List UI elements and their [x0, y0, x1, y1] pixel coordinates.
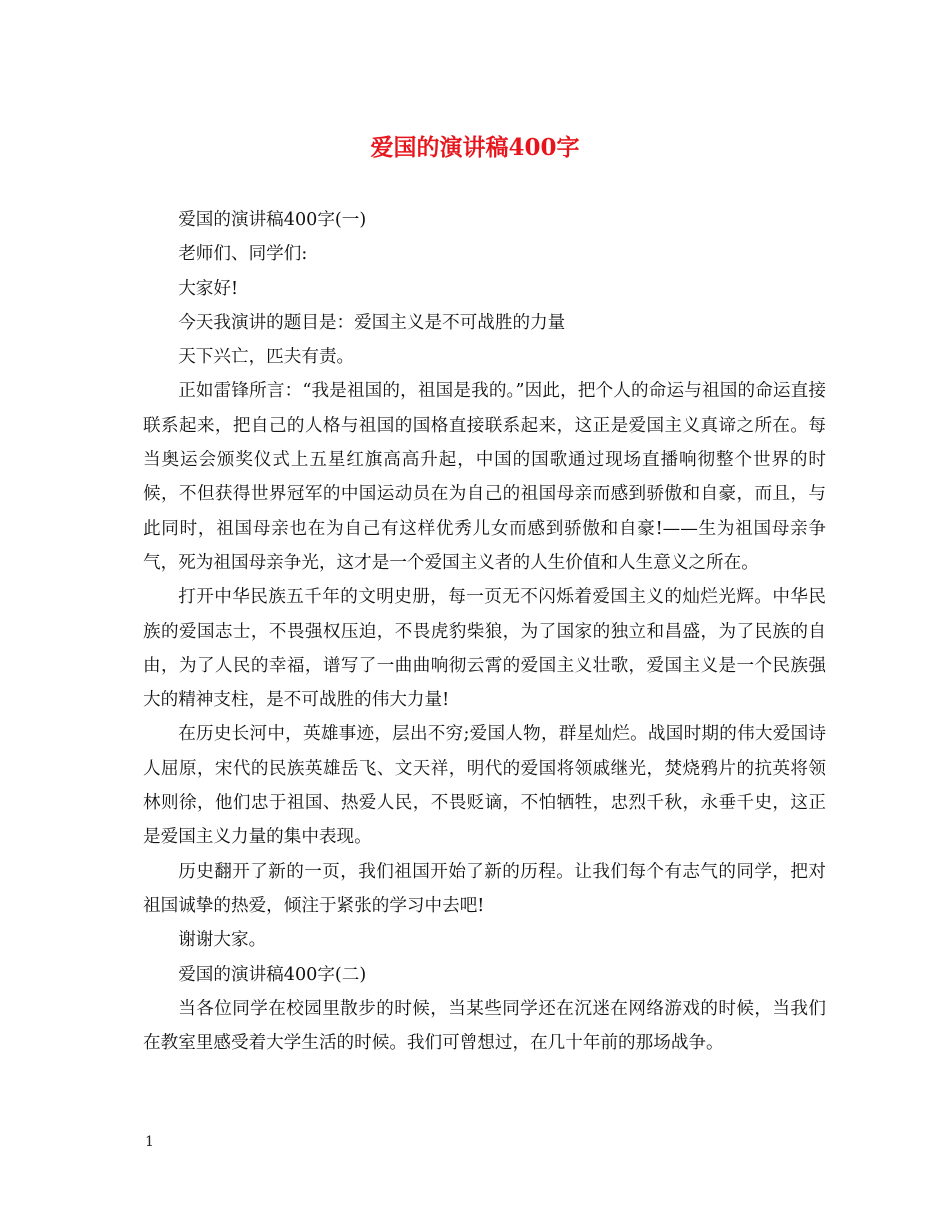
paragraph-heading-part-one: 爱国的演讲稿400字(一) — [178, 210, 367, 230]
paragraph-heading-part-two: 爱国的演讲稿400字(二) — [178, 964, 367, 985]
paragraph-history-book: 打开中华民族五千年的文明史册，每一页无不闪烁着爱国主义的灿烂光辉。中华民族的爱国志士，不畏强权压迫，不畏虎豹柴狼，为了国家的独立和昌盛，为了民族的自由，为了人民的幸福，谱写了一曲曲响彻云霄的爱国主义壮歌，爱国主义是一个民族强大的精神支柱，是不可战胜的伟大力量! — [143, 587, 826, 711]
paragraph-new-chapter: 历史翻开了新的一页，我们祖国开始了新的历程。让我们每个有志气的同学，把对祖国诚挚的热爱，倾注于紧张的学习中去吧! — [143, 861, 826, 916]
paragraph-leifeng-quote: 正如雷锋所言：“我是祖国的，祖国是我的。”因此，把个人的命运与祖国的命运直接联系起来，把自己的人格与祖国的国格直接联系起来，这正是爱国主义真谛之所在。每当奥运会颁奖仪式上五星红旗高高升起，中国的国歌通过现场直播响彻整个世界的时候，不但获得世界冠军的中国运动员在为自己的祖国母亲而感到骄傲和自豪，而且，与此同时，祖国母亲也在为自己有这样优秀儿女而感到骄傲和自豪!——生为祖国母亲争气，死为祖国母亲争光，这才是一个爱国主义者的人生价值和人生意义之所在。 — [143, 381, 826, 573]
paragraph-greeting: 大家好! — [178, 278, 239, 299]
paragraph-heroes: 在历史长河中，英雄事迹，层出不穷;爱国人物，群星灿烂。战国时期的伟大爱国诗人屈原，宋代的民族英雄岳飞、文天祥，明代的爱国将领戚继光，焚烧鸦片的抗英将领林则徐，他们忠于祖国、热爱人民，不畏贬谪，不怕牺牲，忠烈千秋，永垂千史，这正是爱国主义力量的集中表现。 — [143, 724, 826, 848]
paragraph-topic: 今天我演讲的题目是：爱国主义是不可战胜的力量 — [178, 312, 566, 333]
paragraph-campus: 当各位同学在校园里散步的时候，当某些同学还在沉迷在网络游戏的时候，当我们在教室里感受着大学生活的时候。我们可曾想过，在几十年前的那场战争。 — [143, 998, 826, 1054]
page-number: 1 — [145, 1134, 154, 1150]
document-body — [143, 203, 826, 1060]
paragraph-thanks: 谢谢大家。 — [178, 930, 267, 951]
paragraph-salutation: 老师们、同学们: — [178, 244, 308, 265]
paragraph-proverb: 天下兴亡，匹夫有责。 — [178, 347, 355, 368]
document-title: 爱国的演讲稿400字 — [370, 134, 580, 161]
